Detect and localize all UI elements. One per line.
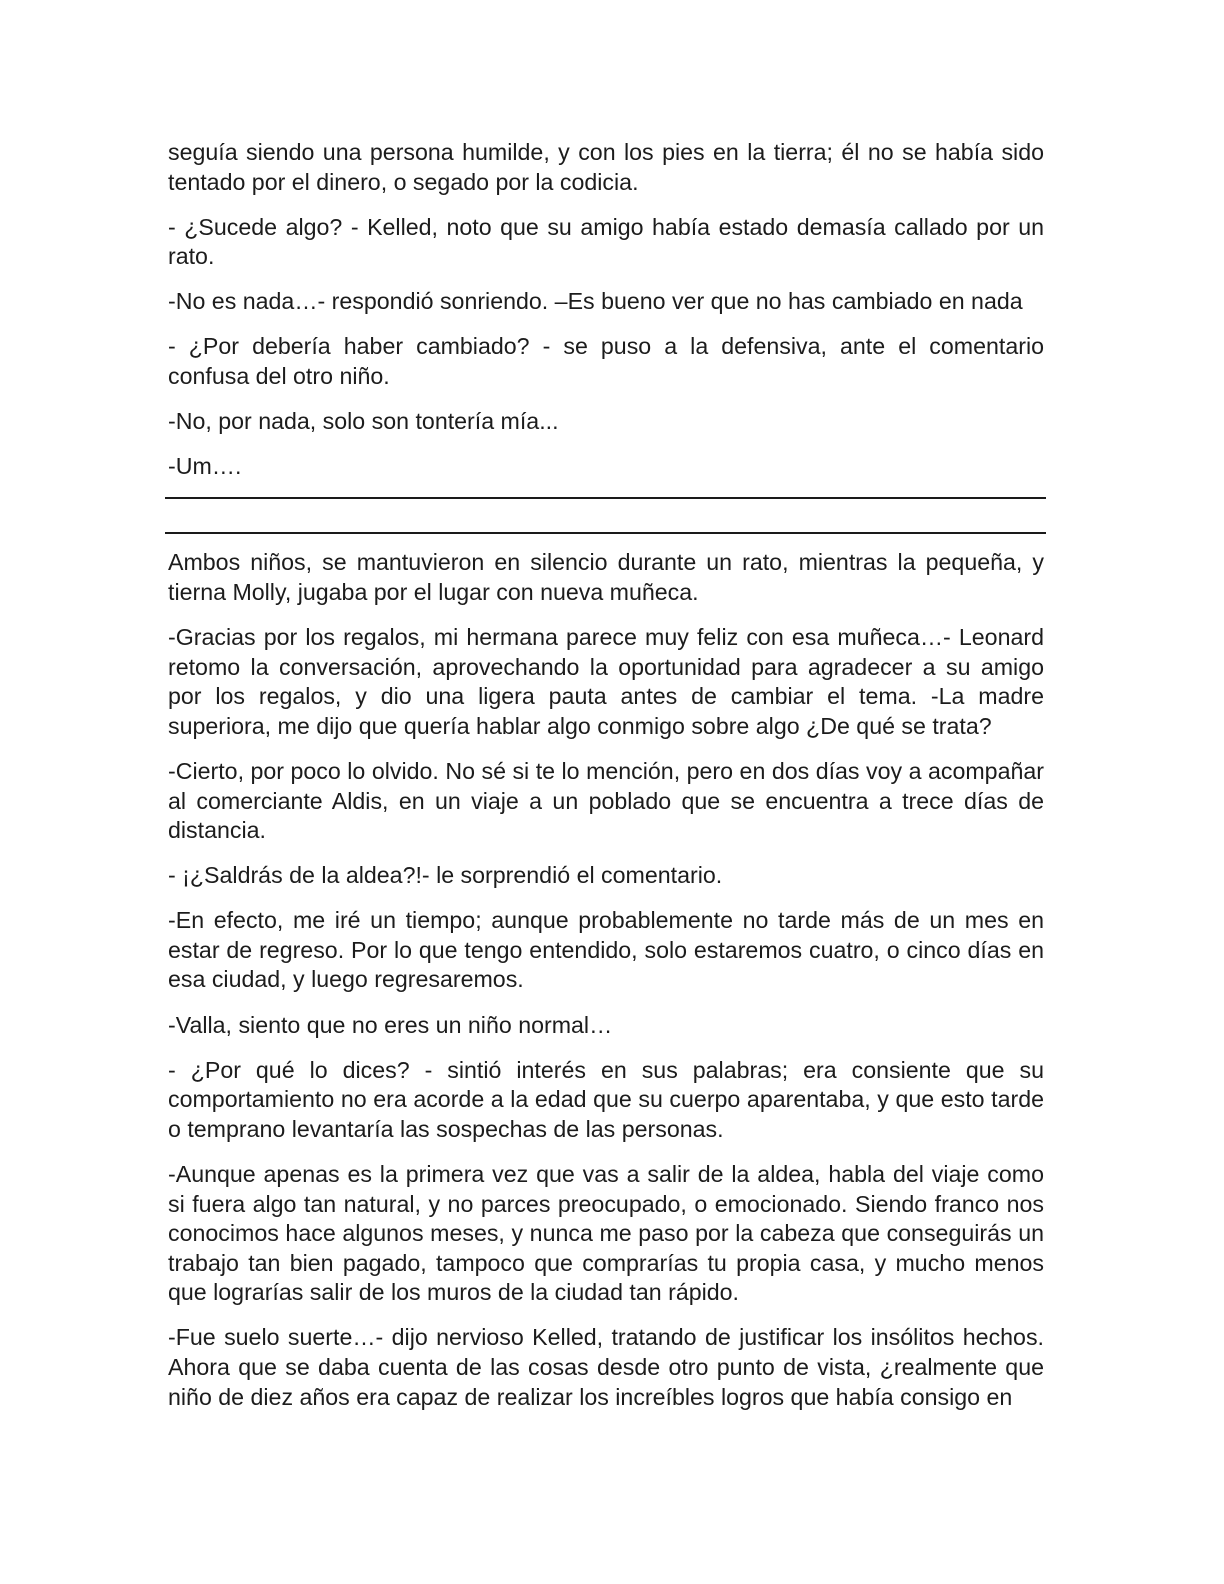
paragraph: seguía siendo una persona humilde, y con los pies en la tierra; él no se había sido tentado por el dinero, o segado por la codicia. bbox=[168, 139, 1044, 195]
horizontal-rule bbox=[165, 497, 1046, 499]
paragraph: -Gracias por los regalos, mi hermana parece muy feliz con esa muñeca…- Leonard retomo la conversación, aprovechando la oportunidad para agradecer a su amigo por los regalos, y dio una ligera pauta antes de cambiar el tema. -La madre superiora, me dijo que quería hablar algo conmigo sobre algo ¿De qué se trata? bbox=[168, 624, 1044, 739]
paragraph: -En efecto, me iré un tiempo; aunque probablemente no tarde más de un mes en estar de regreso. Por lo que tengo entendido, solo estaremos cuatro, o cinco días en esa ciudad, y luego regresaremos. bbox=[168, 907, 1044, 993]
paragraph: -Fue suelo suerte…- dijo nervioso Kelled, tratando de justificar los insólitos hechos. Ahora que se daba cuenta de las cosas desde otro punto de vista, ¿realmente que niño de diez años era capaz de realizar los increíbles logros que había consigo en bbox=[168, 1324, 1044, 1410]
paragraph: -No, por nada, solo son tontería mía... bbox=[168, 408, 559, 435]
paragraph: - ¿Por qué lo dices? - sintió interés en sus palabras; era consiente que su comportamiento no era acorde a la edad que su cuerpo aparentaba, y que esto tarde o temprano levantaría las sospechas de las personas. bbox=[168, 1056, 1044, 1142]
paragraph: Ambos niños, se mantuvieron en silencio durante un rato, mientras la pequeña, y tierna Molly, jugaba por el lugar con nueva muñeca. bbox=[168, 549, 1044, 605]
paragraph: -No es nada…- respondió sonriendo. –Es bueno ver que no has cambiado en nada bbox=[168, 288, 1023, 315]
paragraph: -Valla, siento que no eres un niño normal… bbox=[168, 1011, 613, 1038]
paragraph: -Cierto, por poco lo olvido. No sé si te lo mención, pero en dos días voy a acompañar al comerciante Aldis, en un viaje a un poblado que se encuentra a trece días de distancia. bbox=[168, 757, 1044, 844]
paragraph: -Aunque apenas es la primera vez que vas a salir de la aldea, habla del viaje como si fuera algo tan natural, y no parces preocupado, o emocionado. Siendo franco nos conocimos hace algunos meses, y nunca me paso por la cabeza que conseguirás un trabajo tan bien pagado, tampoco que comprarías tu propia casa, y mucho menos que lograrías salir de los muros de la ciudad tan rápido. bbox=[168, 1160, 1044, 1306]
document-page bbox=[168, 138, 1044, 1428]
horizontal-rule bbox=[165, 532, 1046, 534]
paragraph: - ¿Sucede algo? - Kelled, noto que su amigo había estado demasía callado por un rato. bbox=[168, 213, 1044, 270]
paragraph: -Um…. bbox=[168, 453, 242, 480]
paragraph: - ¿Por debería haber cambiado? - se puso a la defensiva, ante el comentario confusa del otro niño. bbox=[168, 333, 1044, 390]
paragraph: - ¡¿Saldrás de la aldea?!- le sorprendió el comentario. bbox=[168, 862, 723, 889]
